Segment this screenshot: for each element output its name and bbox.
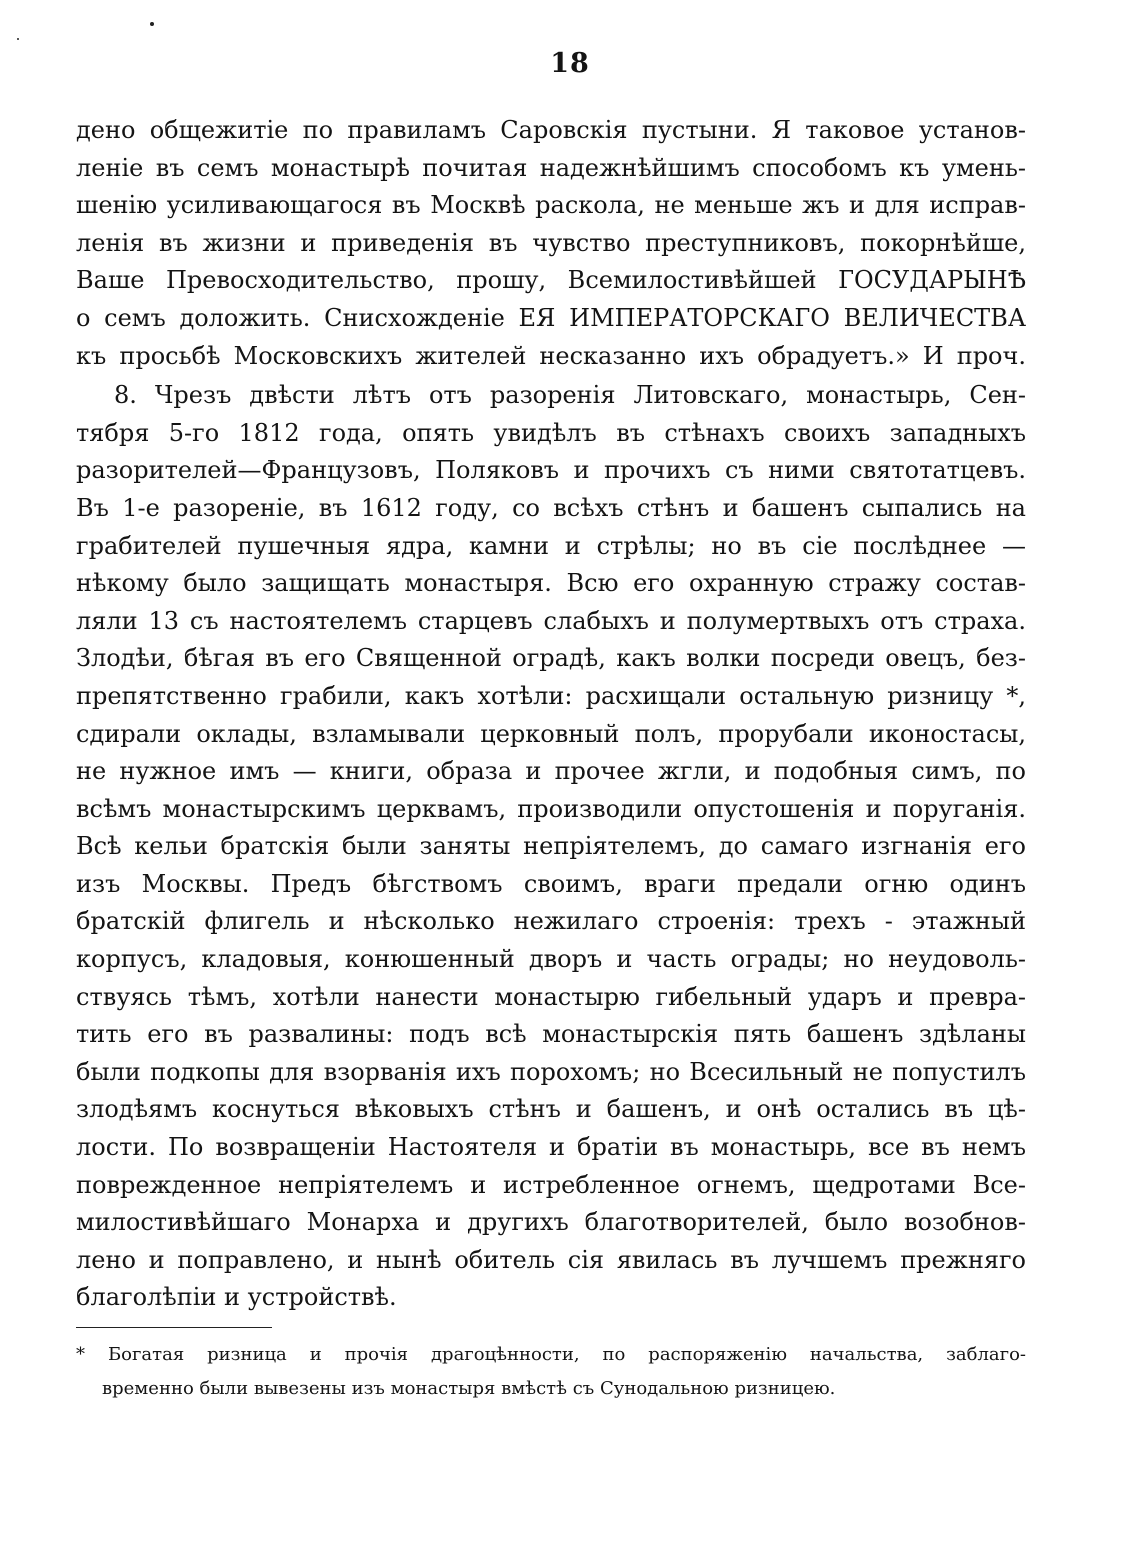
text-line: лости. По возвращеніи Настоятеля и братіи въ монастырь, все въ немъ	[76, 1133, 1026, 1162]
text-line: препятственно грабили, какъ хотѣли: расхищали остальную ризницу *,	[76, 681, 1026, 710]
paragraph-1	[76, 112, 1026, 375]
text-line: тября 5-го 1812 года, опять увидѣлъ въ стѣнахъ своихъ западныхъ	[76, 418, 1026, 447]
text-line: леніе въ семъ монастырѣ почитая надежнѣйшимъ способомъ къ умень-	[76, 153, 1026, 182]
text-line: нѣкому было защищать монастыря. Всю его охранную стражу состав-	[76, 569, 1026, 598]
text-line: ляли 13 съ настоятелемъ старцевъ слабыхъ и полумертвыхъ отъ страха.	[76, 606, 1026, 635]
text-line: о семъ доложить. Снисхожденіе ЕЯ ИМПЕРАТОРСКАГО ВЕЛИЧЕСТВА	[76, 303, 1026, 332]
text-line: шенію усиливающагося въ Москвѣ раскола, не меньше жъ и для исправ-	[76, 191, 1026, 220]
footnote	[76, 1338, 1026, 1406]
text-line: Въ 1-е разореніе, въ 1612 году, со всѣхъ стѣнъ и башенъ сыпались на	[76, 493, 1026, 522]
text-line: тить его въ развалины: подъ всѣ монастырскія пять башенъ здѣланы	[76, 1020, 1026, 1049]
scan-speck	[150, 22, 154, 26]
page-number: 18	[550, 48, 590, 79]
text-line: братскій флигель и нѣсколько нежилаго строенія: трехъ - этажный	[76, 907, 1026, 936]
text-line: всѣмъ монастырскимъ церквамъ, производили опустошенія и поруганія.	[76, 794, 1026, 823]
footnote-line: временно были вывезены изъ монастыря вмѣстѣ съ Сунодальною ризницею.	[102, 1378, 836, 1399]
body-text	[76, 112, 1026, 1317]
text-line: милостивѣйшаго Монарха и другихъ благотворителей, было возобнов-	[76, 1208, 1026, 1237]
text-line: изъ Москвы. Предъ бѣгствомъ своимъ, враги предали огню одинъ	[76, 869, 1026, 898]
text-line: поврежденное непріятелемъ и истребленное огнемъ, щедротами Все-	[76, 1170, 1026, 1199]
text-line: къ просьбѣ Московскихъ жителей несказанно ихъ обрадуетъ.» И проч.	[76, 341, 1026, 370]
footnote-line: * Богатая ризница и прочія драгоцѣнности, по распоряженію начальства, заблаго-	[76, 1344, 1026, 1365]
footnote-separator	[76, 1327, 272, 1328]
text-line: благолѣпіи и устройствѣ.	[76, 1283, 397, 1312]
text-line: сдирали оклады, взламывали церковный полъ, прорубали иконостасы,	[76, 719, 1026, 748]
text-line: ствуясь тѣмъ, хотѣли нанести монастырю гибельный ударъ и превра-	[76, 982, 1026, 1011]
text-line: лено и поправлено, и нынѣ обитель сія явилась въ лучшемъ прежняго	[76, 1245, 1026, 1274]
scan-speck	[17, 38, 19, 40]
text-line: не нужное имъ — книги, образа и прочее жгли, и подобныя симъ, по	[76, 757, 1026, 786]
text-line: ленія въ жизни и приведенія въ чувство преступниковъ, покорнѣйше,	[76, 228, 1026, 257]
text-line: дено общежитіе по правиламъ Саровскія пустыни. Я таковое установ-	[76, 116, 1026, 144]
text-line: грабителей пушечныя ядра, камни и стрѣлы; но въ сіе послѣднее —	[76, 531, 1026, 560]
text-line: Ваше Превосходительство, прошу, Всемилостивѣйшей ГОСУДАРЫНѢ	[76, 266, 1026, 295]
text-line: злодѣямъ коснуться вѣковыхъ стѣнъ и башенъ, и онѣ остались въ цѣ-	[76, 1095, 1026, 1124]
text-line: были подкопы для взорванія ихъ порохомъ; но Всесильный не попустилъ	[76, 1057, 1026, 1086]
paragraph-2	[76, 377, 1026, 1317]
text-line: 8. Чрезъ двѣсти лѣтъ отъ разоренія Литовскаго, монастырь, Сен-	[114, 381, 1026, 410]
text-line: разорителей—Французовъ, Поляковъ и прочихъ съ ними святотатцевъ.	[76, 456, 1026, 485]
text-line: Злодѣи, бѣгая въ его Священной оградѣ, какъ волки посреди овецъ, без-	[76, 644, 1026, 673]
text-line: корпусъ, кладовыя, конюшенный дворъ и часть ограды; но неудоволь-	[76, 945, 1026, 974]
text-line: Всѣ кельи братскія были заняты непріятелемъ, до самаго изгнанія его	[76, 832, 1026, 861]
